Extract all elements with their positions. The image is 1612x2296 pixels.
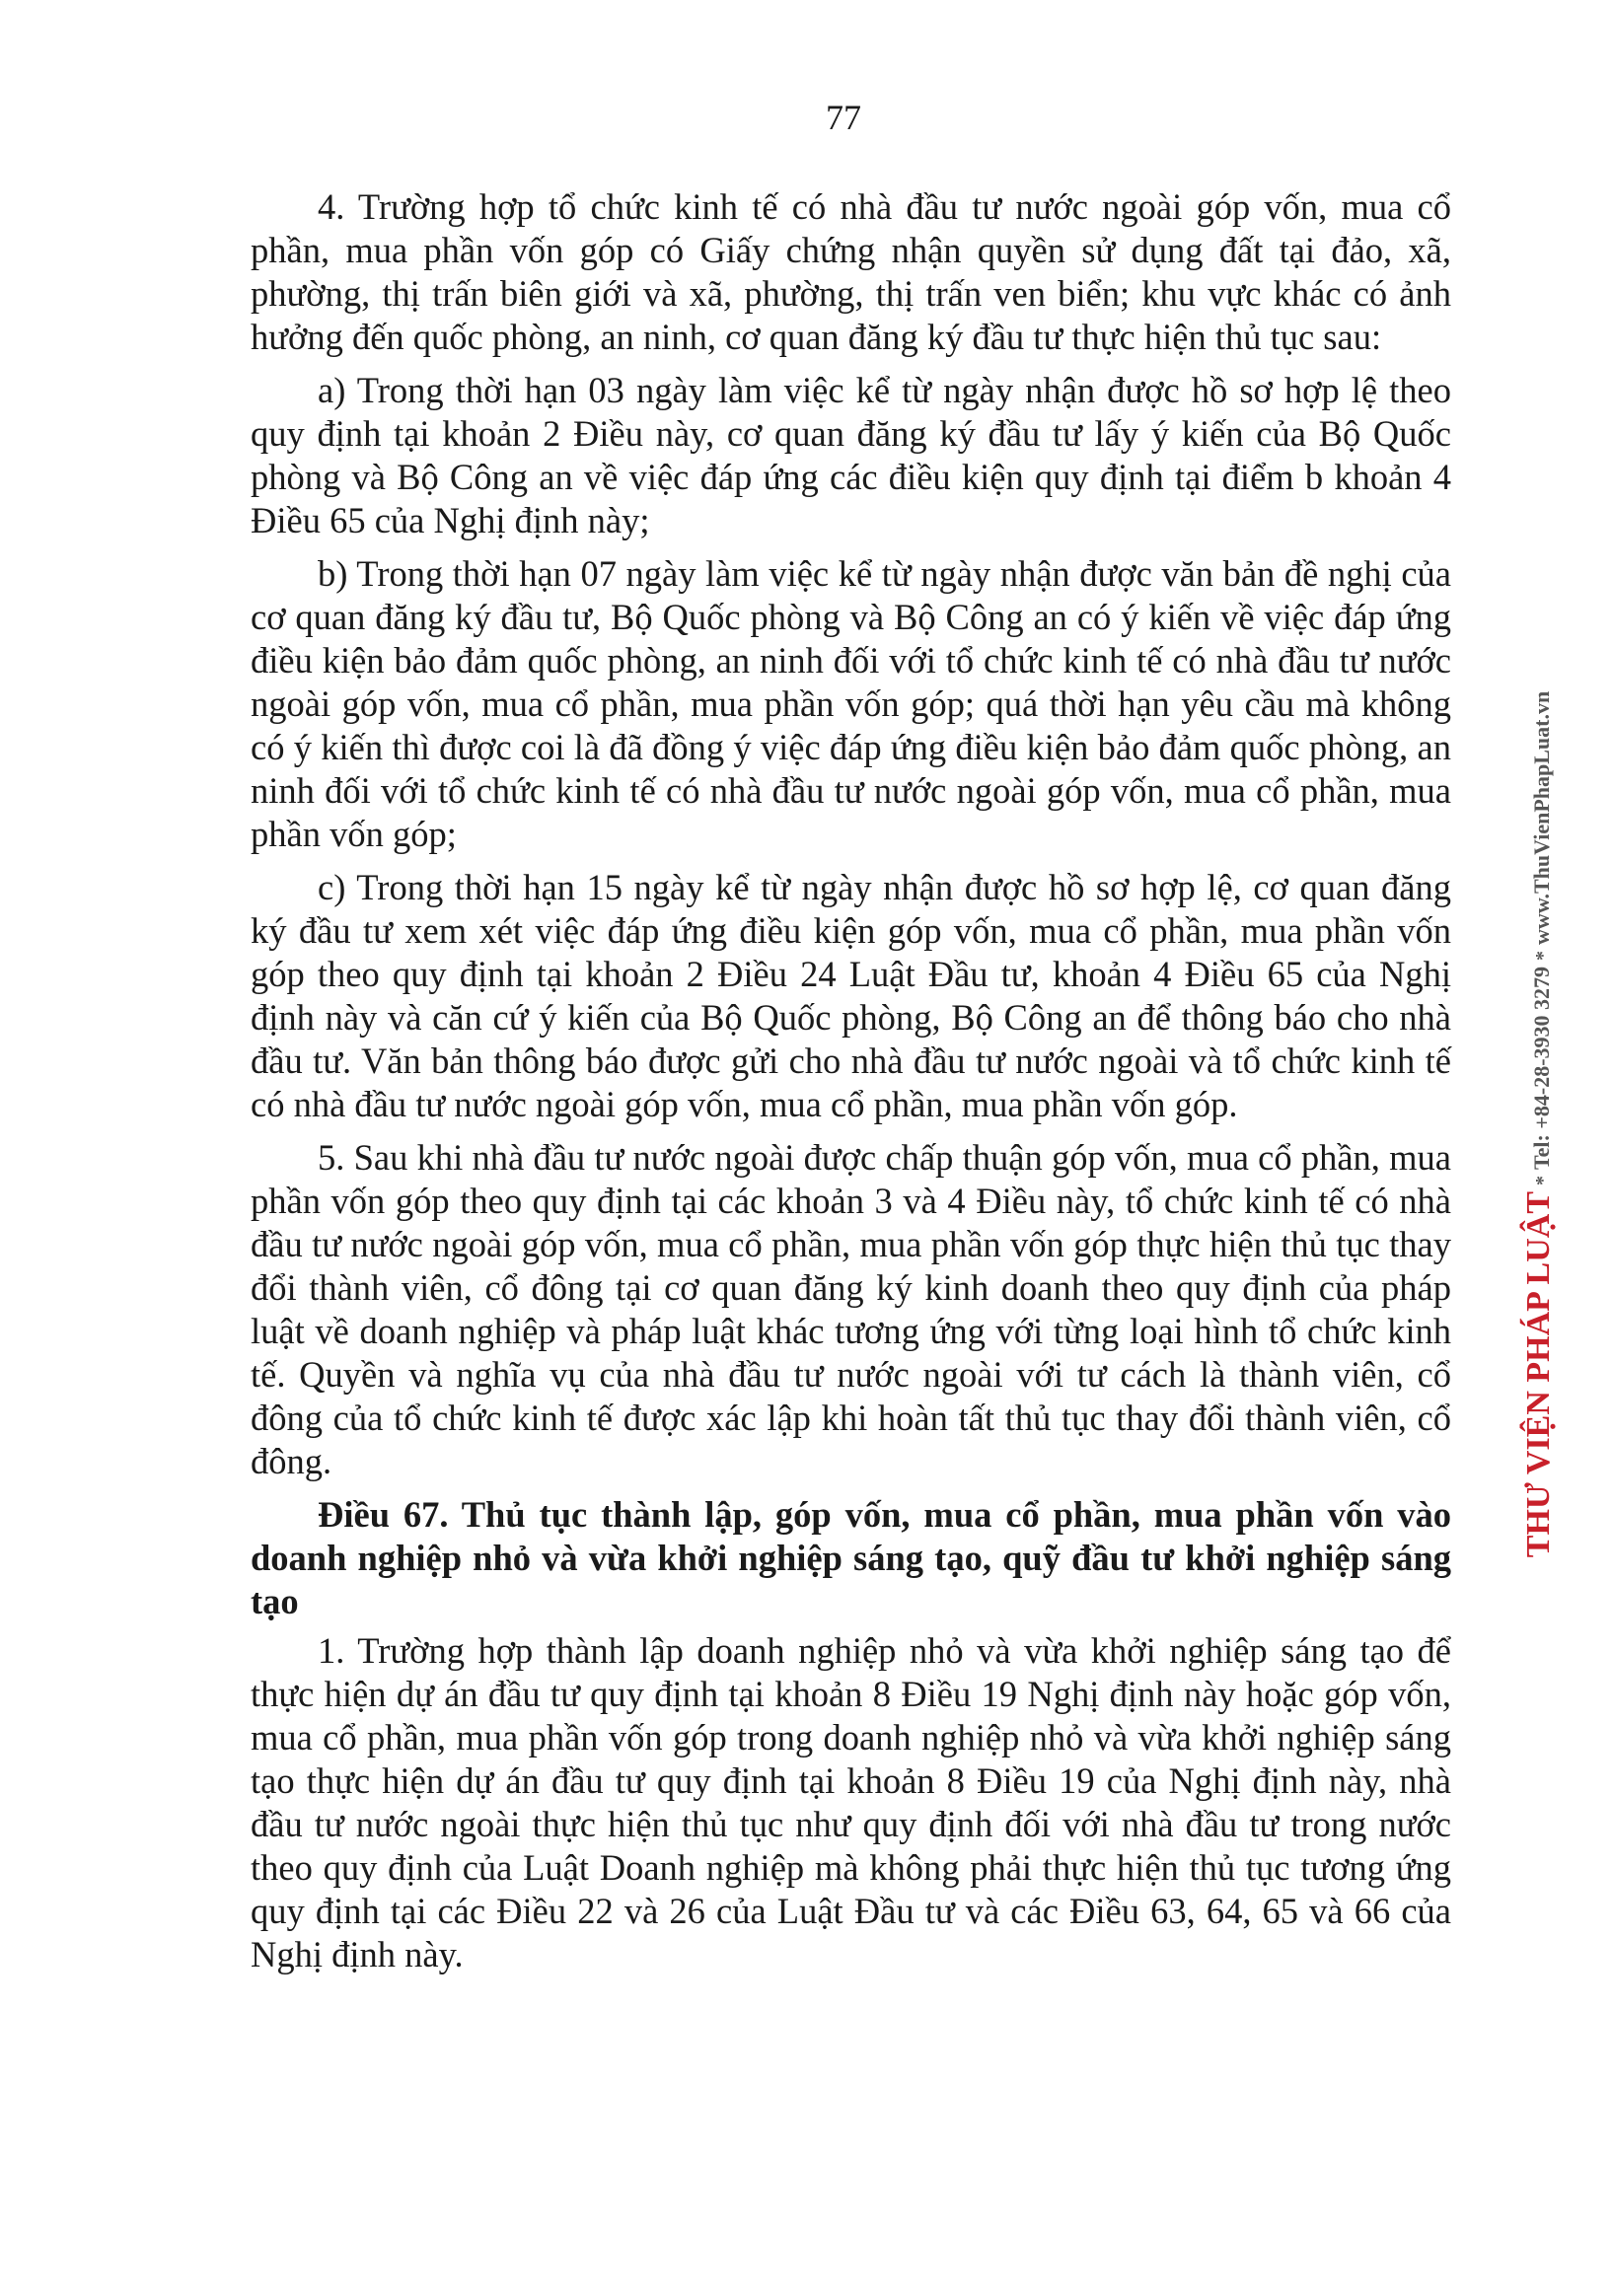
article-67-heading: Điều 67. Thủ tục thành lập, góp vốn, mua cổ phần, mua phần vốn vào doanh nghiệp nhỏ và vừa khởi nghiệp sáng tạo, quỹ đầu tư khởi nghiệp sáng tạo [251, 1494, 1451, 1621]
paragraph-4a: a) Trong thời hạn 03 ngày làm việc kể từ ngày nhận được hồ sơ hợp lệ theo quy định tại khoản 2 Điều này, cơ quan đăng ký đầu tư lấy ý kiến của Bộ Quốc phòng và Bộ Công an về việc đáp ứng các điều kiện quy định tại điểm b khoản 4 Điều 65 của Nghị định này; [251, 370, 1451, 540]
paragraph-4: 4. Trường hợp tổ chức kinh tế có nhà đầu tư nước ngoài góp vốn, mua cổ phần, mua phần vốn góp có Giấy chứng nhận quyền sử dụng đất tại đảo, xã, phường, thị trấn biên giới và xã, phường, thị trấn ven biển; khu vực khác có ảnh hưởng đến quốc phòng, an ninh, cơ quan đăng ký đầu tư thực hiện thủ tục sau: [251, 186, 1451, 357]
document-body [251, 185, 1451, 1986]
watermark-separator: * [1532, 1176, 1554, 1185]
article-67-paragraph-1: 1. Trường hợp thành lập doanh nghiệp nhỏ và vừa khởi nghiệp sáng tạo để thực hiện dự án đầu tư quy định tại khoản 8 Điều 19 Nghị định này hoặc góp vốn, mua cổ phần, mua phần vốn góp trong doanh nghiệp nhỏ và vừa khởi nghiệp sáng tạo thực hiện dự án đầu tư quy định tại khoản 8 Điều 19 của Nghị định này, nhà đầu tư nước ngoài thực hiện thủ tục như quy định đối với nhà đầu tư trong nước theo quy định của Luật Doanh nghiệp mà không phải thực hiện thủ tục tương ứng quy định tại các Điều 22 và 26 của Luật Đầu tư và các Điều 63, 64, 65 và 66 của Nghị định này. [251, 1630, 1451, 1974]
watermark-brand: THƯ VIỆN PHÁP LUẬT [1520, 1191, 1557, 1558]
paragraph-4b: b) Trong thời hạn 07 ngày làm việc kể từ ngày nhận được văn bản đề nghị của cơ quan đăng ký đầu tư, Bộ Quốc phòng và Bộ Công an có ý kiến về việc đáp ứng điều kiện bảo đảm quốc phòng, an ninh đối với tổ chức kinh tế có nhà đầu tư nước ngoài góp vốn, mua cổ phần, mua phần vốn góp; quá thời hạn yêu cầu mà không có ý kiến thì được coi là đã đồng ý việc đáp ứng điều kiện bảo đảm quốc phòng, an ninh đối với tổ chức kinh tế có nhà đầu tư nước ngoài góp vốn, mua cổ phần, mua phần vốn góp; [251, 553, 1451, 854]
page-number: 77 [826, 98, 861, 137]
watermark-website: www.ThuVienPhapLuat.vn [1529, 690, 1554, 945]
watermark-phone: Tel: +84-28-3930 3279 [1529, 966, 1554, 1170]
paragraph-5: 5. Sau khi nhà đầu tư nước ngoài được chấp thuận góp vốn, mua cổ phần, mua phần vốn góp theo quy định tại các khoản 3 và 4 Điều này, tổ chức kinh tế có nhà đầu tư nước ngoài góp vốn, mua cổ phần, mua phần vốn góp thực hiện thủ tục thay đổi thành viên, cổ đông tại cơ quan đăng ký kinh doanh theo quy định của pháp luật về doanh nghiệp và pháp luật khác tương ứng với từng loại hình tổ chức kinh tế. Quyền và nghĩa vụ của nhà đầu tư nước ngoài với tư cách là thành viên, cổ đông của tổ chức kinh tế được xác lập khi hoàn tất thủ tục thay đổi thành viên, cổ đông. [251, 1137, 1451, 1481]
paragraph-4c: c) Trong thời hạn 15 ngày kể từ ngày nhận được hồ sơ hợp lệ, cơ quan đăng ký đầu tư xem xét việc đáp ứng điều kiện góp vốn, mua cổ phần, mua phần vốn góp theo quy định tại khoản 2 Điều 24 Luật Đầu tư, khoản 4 Điều 65 của Nghị định này và căn cứ ý kiến của Bộ Quốc phòng, Bộ Công an để thông báo cho nhà đầu tư. Văn bản thông báo được gửi cho nhà đầu tư nước ngoài và tổ chức kinh tế có nhà đầu tư nước ngoài góp vốn, mua cổ phần, mua phần vốn góp. [251, 867, 1451, 1124]
watermark-separator: * [1532, 950, 1554, 961]
